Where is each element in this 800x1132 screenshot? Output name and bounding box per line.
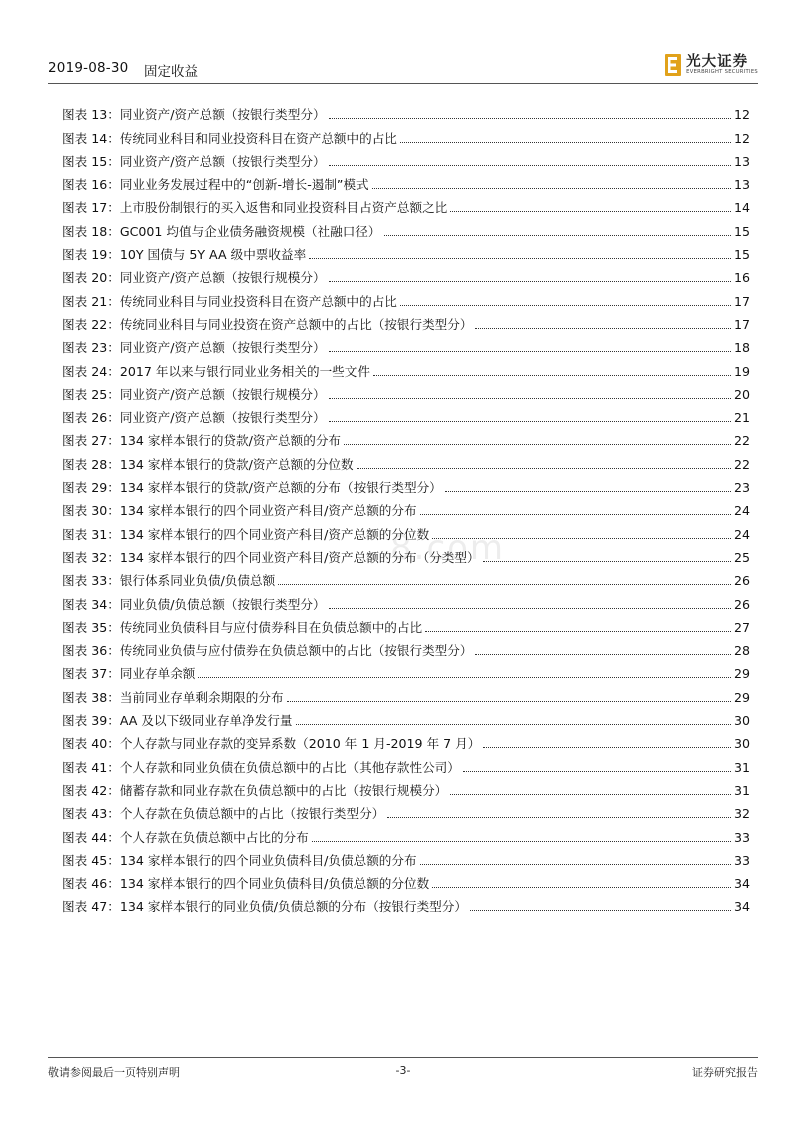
toc-entry-page: 31 [733,782,750,798]
toc-leader-dots [463,771,731,772]
page-footer [48,1064,758,1082]
toc-entry[interactable] [62,613,750,636]
toc-entry-page: 22 [733,433,750,449]
toc-leader-dots [309,258,731,259]
toc-leader-dots [344,444,731,445]
toc-leader-dots [432,887,731,888]
toc-entry-label: 图表 23： [62,340,120,356]
toc-entry-label: 图表 17： [62,200,120,216]
toc-entry[interactable] [62,822,750,845]
toc-entry[interactable] [62,869,750,892]
toc-entry-label: 图表 22： [62,316,120,332]
toc-entry-page: 12 [733,107,750,123]
toc-entry-page: 20 [733,386,750,402]
toc-leader-dots [384,235,731,236]
toc-entry-label: 图表 24： [62,363,120,379]
toc-entry-page: 24 [733,526,750,542]
toc-entry-page: 16 [733,270,750,286]
company-logo [665,50,758,80]
toc-entry-title: 传统同业负债科目与应付债券科目在负债总额中的占比 [119,619,423,635]
toc-entry-label: 图表 20： [62,270,120,286]
figure-index-list [62,100,750,915]
toc-entry-page: 23 [733,480,750,496]
toc-leader-dots [400,142,731,143]
toc-entry-label: 图表 45： [62,852,120,868]
toc-entry[interactable] [62,892,750,915]
toc-entry[interactable] [62,776,750,799]
toc-entry-page: 17 [733,293,750,309]
toc-leader-dots [329,165,731,166]
toc-entry-label: 图表 42： [62,782,120,798]
toc-leader-dots [400,305,731,306]
toc-entry-title: 传统同业科目与同业投资在资产总额中的占比（按银行类型分） [119,316,473,332]
toc-leader-dots [450,211,731,212]
toc-entry[interactable] [62,123,750,146]
toc-entry-label: 图表 47： [62,899,120,915]
toc-leader-dots [329,118,731,119]
toc-entry-label: 图表 36： [62,643,120,659]
toc-leader-dots [425,631,731,632]
toc-entry-page: 33 [733,852,750,868]
toc-entry-title: 134 家样本银行的贷款/资产总额的分布 [119,433,342,449]
toc-entry-label: 图表 14： [62,130,120,146]
toc-entry-label: 图表 32： [62,549,120,565]
toc-entry-page: 30 [733,736,750,752]
toc-entry[interactable] [62,356,750,379]
toc-entry-label: 图表 18： [62,223,120,239]
header-rule [48,83,758,84]
toc-entry[interactable] [62,706,750,729]
toc-entry-page: 26 [733,573,750,589]
logo-chinese-name: 光大证券 [686,53,749,70]
toc-entry-page: 30 [733,713,750,729]
toc-entry-page: 14 [733,200,750,216]
toc-entry-page: 31 [733,759,750,775]
watermark: 8.com [390,528,506,568]
toc-entry-label: 图表 30： [62,503,120,519]
logo-english-name: EVERBRIGHT SECURITIES [686,69,758,75]
toc-leader-dots [329,608,731,609]
toc-leader-dots [312,841,731,842]
toc-entry-title: AA 及以下级同业存单净发行量 [119,713,293,729]
toc-entry-title: 同业业务发展过程中的“创新-增长-遏制”模式 [119,177,369,193]
toc-entry[interactable] [62,566,750,589]
footer-rule [48,1057,758,1058]
toc-leader-dots [198,677,731,678]
toc-entry-page: 32 [733,806,750,822]
toc-entry[interactable] [62,426,750,449]
toc-entry-label: 图表 15： [62,153,120,169]
toc-entry[interactable] [62,310,750,333]
toc-entry[interactable] [62,636,750,659]
toc-entry-page: 26 [733,596,750,612]
toc-leader-dots [329,421,731,422]
toc-entry[interactable] [62,496,750,519]
toc-entry-label: 图表 25： [62,386,120,402]
toc-leader-dots [470,910,731,911]
toc-entry-title: 134 家样本银行的四个同业负债科目/负债总额的分布 [119,852,417,868]
toc-entry-title: 同业负债/负债总额（按银行类型分） [119,596,326,612]
toc-leader-dots [445,491,731,492]
toc-entry[interactable] [62,216,750,239]
toc-entry[interactable] [62,519,750,542]
toc-leader-dots [432,538,731,539]
toc-entry-page: 34 [733,876,750,892]
toc-entry-label: 图表 34： [62,596,120,612]
toc-entry-title: 同业资产/资产总额（按银行类型分） [119,153,326,169]
toc-entry[interactable] [62,170,750,193]
toc-leader-dots [387,817,731,818]
toc-entry-page: 12 [733,130,750,146]
toc-leader-dots [357,468,731,469]
toc-entry-label: 图表 46： [62,876,120,892]
toc-entry-title: 134 家样本银行的四个同业负债科目/负债总额的分位数 [119,876,430,892]
toc-entry-label: 图表 35： [62,619,120,635]
toc-entry-title: 个人存款在负债总额中占比的分布 [119,829,309,845]
report-type: 证券研究报告 [692,1066,758,1079]
toc-entry[interactable] [62,333,750,356]
toc-entry-title: GC001 均值与企业债务融资规模（社融口径） [119,223,381,239]
toc-entry-title: 134 家样本银行的贷款/资产总额的分位数 [119,456,354,472]
toc-entry-title: 134 家样本银行的贷款/资产总额的分布（按银行类型分） [119,480,442,496]
toc-leader-dots [329,398,731,399]
toc-entry-label: 图表 26： [62,410,120,426]
toc-leader-dots [483,747,731,748]
toc-leader-dots [329,281,731,282]
toc-entry-title: 同业资产/资产总额（按银行规模分） [119,386,326,402]
toc-entry[interactable] [62,543,750,566]
page-number: -3- [395,1064,411,1077]
toc-entry-label: 图表 33： [62,573,120,589]
toc-leader-dots [296,724,731,725]
toc-entry-label: 图表 16： [62,177,120,193]
toc-leader-dots [475,654,731,655]
toc-entry-title: 同业资产/资产总额（按银行类型分） [119,410,326,426]
toc-entry-page: 22 [733,456,750,472]
toc-entry[interactable] [62,147,750,170]
toc-entry-label: 图表 43： [62,806,120,822]
toc-entry-page: 19 [733,363,750,379]
toc-leader-dots [450,794,731,795]
toc-entry-page: 17 [733,316,750,332]
toc-entry[interactable] [62,240,750,263]
toc-entry-page: 33 [733,829,750,845]
toc-entry-label: 图表 41： [62,759,120,775]
toc-entry[interactable] [62,380,750,403]
toc-entry-label: 图表 13： [62,107,120,123]
toc-entry[interactable] [62,729,750,752]
toc-entry-title: 134 家样本银行的四个同业资产科目/资产总额的分布（分类型） [119,549,480,565]
toc-entry-title: 储蓄存款和同业存款在负债总额中的占比（按银行规模分） [119,782,448,798]
disclaimer-note: 敬请参阅最后一页特别声明 [48,1066,180,1079]
toc-entry-page: 28 [733,643,750,659]
toc-entry[interactable] [62,286,750,309]
toc-entry-title: 传统同业科目和同业投资科目在资产总额中的占比 [119,130,397,146]
toc-entry-label: 图表 27： [62,433,120,449]
toc-entry-title: 银行体系同业负债/负债总额 [119,573,276,589]
toc-entry-label: 图表 44： [62,829,120,845]
logo-mark-icon [665,54,681,76]
toc-entry-label: 图表 19： [62,247,120,263]
toc-entry[interactable] [62,659,750,682]
toc-entry-title: 个人存款在负债总额中的占比（按银行类型分） [119,806,385,822]
report-section: 固定收益 [144,64,198,80]
toc-entry-page: 18 [733,340,750,356]
toc-leader-dots [420,864,731,865]
toc-entry[interactable] [62,473,750,496]
toc-entry-label: 图表 28： [62,456,120,472]
toc-entry-title: 2017 年以来与银行同业业务相关的一些文件 [119,363,370,379]
report-date: 2019-08-30 [48,60,129,76]
toc-entry-title: 传统同业科目与同业投资科目在资产总额中的占比 [119,293,397,309]
toc-entry-page: 21 [733,410,750,426]
toc-entry-title: 同业存单余额 [119,666,196,682]
toc-entry[interactable] [62,193,750,216]
toc-entry-page: 25 [733,549,750,565]
toc-entry-title: 同业资产/资产总额（按银行类型分） [119,107,326,123]
toc-entry-title: 当前同业存单剩余期限的分布 [119,689,284,705]
toc-entry-label: 图表 39： [62,713,120,729]
toc-entry-title: 个人存款和同业负债在负债总额中的占比（其他存款性公司） [119,759,460,775]
toc-entry[interactable] [62,403,750,426]
toc-leader-dots [329,351,731,352]
toc-entry-label: 图表 21： [62,293,120,309]
toc-entry-title: 134 家样本银行的四个同业资产科目/资产总额的分布 [119,503,417,519]
toc-entry[interactable] [62,682,750,705]
toc-entry[interactable] [62,752,750,775]
toc-entry-title: 同业资产/资产总额（按银行规模分） [119,270,326,286]
page-header [48,50,758,82]
toc-entry-label: 图表 31： [62,526,120,542]
toc-entry-page: 29 [733,666,750,682]
toc-leader-dots [287,701,731,702]
toc-entry-title: 传统同业负债与应付债券在负债总额中的占比（按银行类型分） [119,643,473,659]
toc-entry[interactable] [62,100,750,123]
toc-entry[interactable] [62,799,750,822]
toc-entry-page: 13 [733,153,750,169]
toc-entry-title: 134 家样本银行的四个同业资产科目/资产总额的分位数 [119,526,430,542]
toc-leader-dots [483,561,731,562]
toc-entry-label: 图表 37： [62,666,120,682]
toc-entry-page: 13 [733,177,750,193]
toc-leader-dots [372,188,731,189]
toc-entry-title: 个人存款与同业存款的变异系数（2010 年 1 月-2019 年 7 月） [119,736,481,752]
toc-entry-label: 图表 29： [62,480,120,496]
toc-entry-page: 27 [733,619,750,635]
toc-entry[interactable] [62,263,750,286]
toc-entry-title: 同业资产/资产总额（按银行类型分） [119,340,326,356]
toc-leader-dots [278,584,731,585]
toc-entry[interactable] [62,846,750,869]
toc-entry-title: 上市股份制银行的买入返售和同业投资科目占资产总额之比 [119,200,448,216]
toc-entry-page: 15 [733,223,750,239]
toc-entry-label: 图表 40： [62,736,120,752]
toc-entry-label: 图表 38： [62,689,120,705]
toc-entry-page: 15 [733,247,750,263]
toc-leader-dots [373,375,731,376]
toc-entry-title: 10Y 国债与 5Y AA 级中票收益率 [119,247,307,263]
toc-entry-title: 134 家样本银行的同业负债/负债总额的分布（按银行类型分） [119,899,467,915]
toc-entry-page: 24 [733,503,750,519]
toc-leader-dots [475,328,731,329]
toc-entry[interactable] [62,449,750,472]
toc-leader-dots [420,514,731,515]
toc-entry[interactable] [62,589,750,612]
toc-entry-page: 34 [733,899,750,915]
toc-entry-page: 29 [733,689,750,705]
